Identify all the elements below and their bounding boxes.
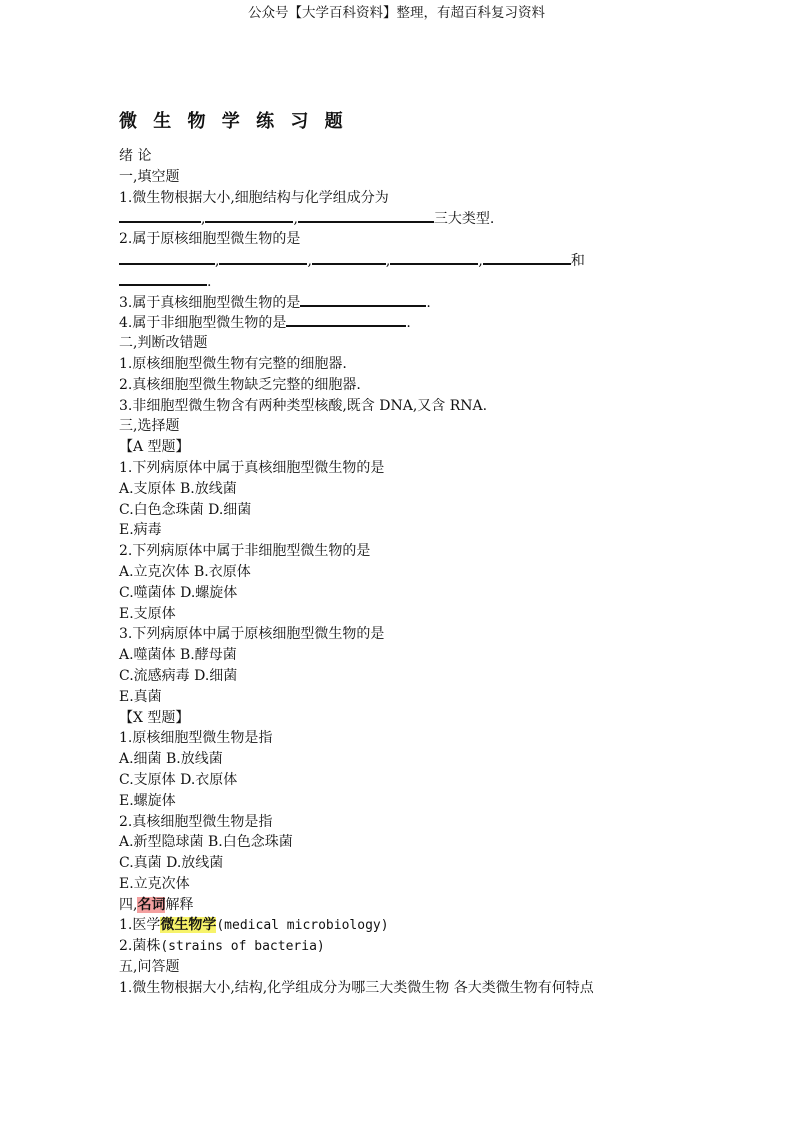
question-text: 2.真核细胞型微生物是指	[119, 813, 273, 830]
section-number: 四,	[119, 896, 138, 913]
question-text: 3.下列病原体中属于原核细胞型微生物的是	[119, 626, 385, 643]
section-multiple-choice-heading: 三,选择题	[119, 418, 180, 435]
conjunction: 和	[570, 252, 585, 269]
question-text: 2.属于原核细胞型微生物的是	[119, 231, 301, 248]
question-suffix: 三大类型.	[433, 211, 495, 228]
x-type-heading: 【X 型题】	[119, 709, 190, 726]
question-text: 1.微生物根据大小,细胞结构与化学组成分为	[119, 189, 389, 206]
document-body	[119, 146, 739, 999]
a-type-heading: 【A 型题】	[119, 439, 190, 456]
options-ab: A.新型隐球菌 B.白色念珠菌	[119, 834, 293, 851]
question-text: 1.原核细胞型微生物是指	[119, 730, 273, 747]
answer-blank[interactable]	[119, 208, 201, 223]
answer-blank[interactable]	[312, 250, 386, 265]
section-label: 解释	[165, 896, 194, 913]
options-ab: A.噬菌体 B.酵母菌	[119, 647, 237, 664]
term-english: (strains of bacteria)	[160, 939, 325, 955]
question-text: 3.属于真核细胞型微生物的是	[119, 294, 301, 311]
page-header: 公众号【大学百科资料】整理，有超百科复习资料	[248, 5, 545, 21]
question-text: 4.属于非细胞型微生物的是	[119, 315, 287, 332]
statement-item: 3.非细胞型微生物含有两种类型核酸,既含 DNA,又含 RNA.	[119, 397, 488, 414]
options-cd: C.噬菌体 D.螺旋体	[119, 584, 238, 601]
statement-item: 2.真核细胞型微生物缺乏完整的细胞器.	[119, 376, 361, 393]
section-fill-blank-heading: 一,填空题	[119, 168, 180, 185]
answer-blank[interactable]	[483, 250, 571, 265]
question-text: 2.下列病原体中属于非细胞型微生物的是	[119, 543, 371, 560]
question-text: 1.微生物根据大小,结构,化学组成分为哪三大类微生物 各大类微生物有何特点	[119, 979, 594, 996]
separator: ,	[307, 252, 312, 269]
separator: ,	[293, 211, 298, 228]
separator: ,	[215, 252, 220, 269]
options-cd: C.白色念珠菌 D.细菌	[119, 501, 252, 518]
option-e: E.真菌	[119, 688, 162, 705]
blank-line-row	[119, 208, 739, 229]
answer-blank[interactable]	[286, 312, 406, 327]
statement-item: 1.原核细胞型微生物有完整的细胞器.	[119, 355, 347, 372]
answer-blank[interactable]	[390, 250, 478, 265]
document-title: 微 生 物 学 练 习 题	[119, 111, 348, 132]
term-item	[119, 936, 739, 957]
section-qa-heading: 五,问答题	[119, 959, 180, 976]
answer-blank[interactable]	[119, 250, 215, 265]
term-item	[119, 915, 739, 936]
answer-blank[interactable]	[205, 208, 293, 223]
question-suffix: .	[426, 294, 431, 311]
answer-blank[interactable]	[219, 250, 307, 265]
section-true-false-heading: 二,判断改错题	[119, 335, 208, 352]
term-label: 2.菌株	[119, 938, 161, 955]
section-term-heading	[119, 895, 739, 916]
option-e: E.立克次体	[119, 875, 190, 892]
question-text: 1.下列病原体中属于真核细胞型微生物的是	[119, 459, 385, 476]
term-prefix: 1.医学	[119, 917, 161, 934]
separator: ,	[201, 211, 206, 228]
options-cd: C.流感病毒 D.细菌	[119, 667, 238, 684]
options-ab: A.支原体 B.放线菌	[119, 480, 237, 497]
question-row	[119, 312, 739, 333]
option-e: E.螺旋体	[119, 792, 176, 809]
question-suffix: .	[207, 273, 212, 290]
blank-line-row	[119, 271, 739, 292]
question-suffix: .	[406, 315, 411, 332]
option-e: E.支原体	[119, 605, 176, 622]
highlighted-term: 名词	[137, 896, 166, 913]
options-ab: A.细菌 B.放线菌	[119, 751, 223, 768]
question-row	[119, 292, 739, 313]
answer-blank[interactable]	[300, 292, 426, 307]
options-ab: A.立克次体 B.衣原体	[119, 563, 251, 580]
options-cd: C.真菌 D.放线菌	[119, 855, 224, 872]
intro-heading: 绪 论	[119, 148, 152, 164]
separator: ,	[385, 252, 391, 269]
highlighted-term: 微生物学	[160, 917, 217, 934]
blank-line-row	[119, 250, 739, 271]
answer-blank[interactable]	[119, 271, 207, 286]
answer-blank[interactable]	[298, 208, 434, 223]
term-english: (medical microbiology)	[216, 918, 389, 934]
separator: ,	[478, 252, 483, 269]
options-cd: C.支原体 D.衣原体	[119, 771, 238, 788]
option-e: E.病毒	[119, 522, 162, 539]
